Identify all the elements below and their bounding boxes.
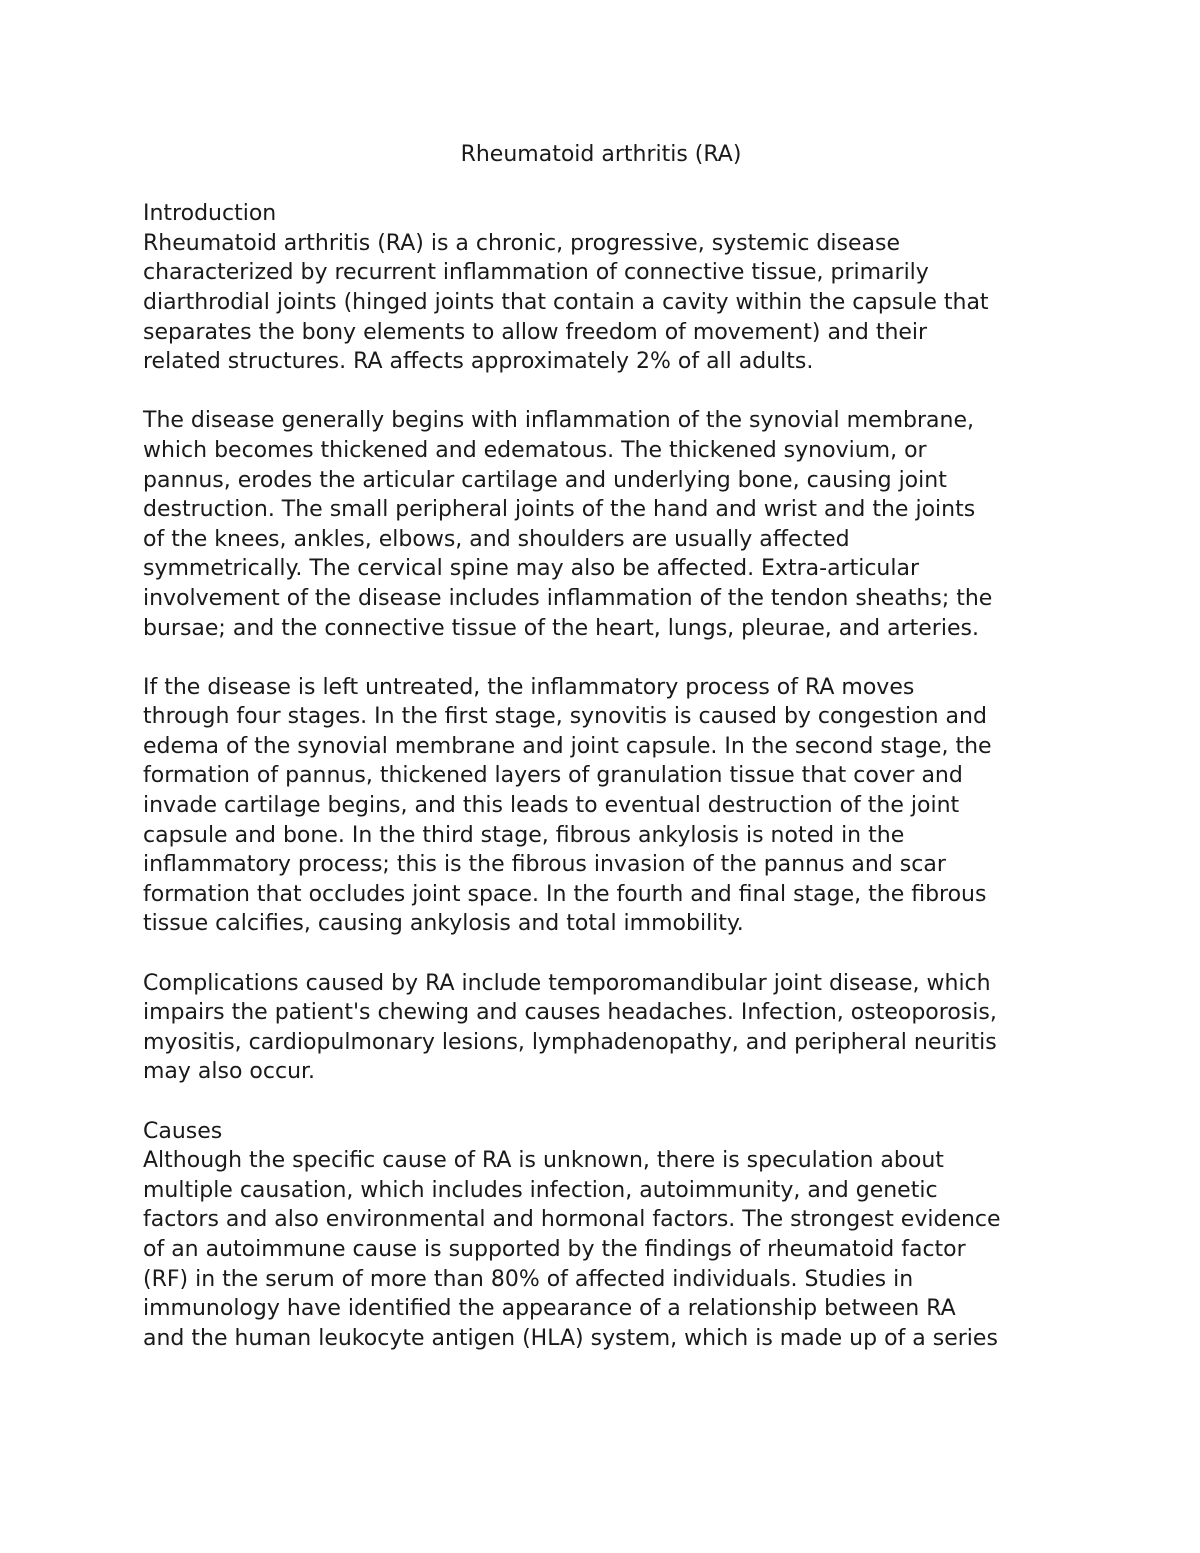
paragraph-line: tissue calcifies, causing ankylosis and total immobility.: [143, 911, 744, 937]
paragraph-line: The disease generally begins with inflammation of the synovial membrane,: [143, 408, 974, 434]
paragraph-line: involvement of the disease includes inflammation of the tendon sheaths; the: [143, 585, 993, 611]
paragraph-line: and the human leukocyte antigen (HLA) system, which is made up of a series: [143, 1325, 998, 1351]
paragraph-line: factors and also environmental and hormonal factors. The strongest evidence: [143, 1207, 1001, 1233]
paragraph-line: Rheumatoid arthritis (RA) is a chronic, progressive, systemic disease: [143, 230, 900, 256]
document-title: Rheumatoid arthritis (RA): [460, 142, 742, 167]
paragraph-line: diarthrodial joints (hinged joints that contain a cavity within the capsule that: [143, 289, 989, 315]
paragraph-line: symmetrically. The cervical spine may also be affected. Extra-articular: [143, 556, 920, 582]
paragraph-line: If the disease is left untreated, the inflammatory process of RA moves: [143, 674, 915, 700]
paragraph-line: may also occur.: [143, 1059, 316, 1085]
paragraph-line: myositis, cardiopulmonary lesions, lymphadenopathy, and peripheral neuritis: [143, 1029, 997, 1055]
stages-paragraph: [143, 673, 1083, 939]
pathophysiology-paragraph: [143, 406, 1083, 643]
paragraph-line: of an autoimmune cause is supported by the findings of rheumatoid factor: [143, 1236, 966, 1262]
document-body: [143, 140, 1083, 1383]
paragraph-line: immunology have identified the appearance of a relationship between RA: [143, 1296, 956, 1322]
paragraph-line: destruction. The small peripheral joints of the hand and wrist and the joints: [143, 497, 976, 523]
paragraph-line: formation that occludes joint space. In the fourth and final stage, the fibrous: [143, 881, 987, 907]
paragraph-line: separates the bony elements to allow freedom of movement) and their: [143, 319, 928, 345]
paragraph-line: capsule and bone. In the third stage, fibrous ankylosis is noted in the: [143, 822, 905, 848]
paragraph-line: characterized by recurrent inflammation of connective tissue, primarily: [143, 260, 929, 286]
paragraph-line: through four stages. In the first stage, synovitis is caused by congestion and: [143, 704, 987, 730]
paragraph-line: of the knees, ankles, elbows, and shoulders are usually affected: [143, 526, 850, 552]
introduction-heading: Introduction: [143, 201, 277, 227]
paragraph-line: bursae; and the connective tissue of the heart, lungs, pleurae, and arteries.: [143, 615, 979, 641]
paragraph-line: Complications caused by RA include temporomandibular joint disease, which: [143, 970, 991, 996]
paragraph-line: invade cartilage begins, and this leads to eventual destruction of the joint: [143, 793, 960, 819]
paragraph-line: pannus, erodes the articular cartilage and underlying bone, causing joint: [143, 467, 947, 493]
paragraph-line: related structures. RA affects approximately 2% of all adults.: [143, 349, 814, 375]
causes-section: [143, 1117, 1083, 1354]
paragraph-line: edema of the synovial membrane and joint capsule. In the second stage, the: [143, 733, 992, 759]
complications-paragraph: [143, 969, 1083, 1087]
paragraph-line: impairs the patient's chewing and causes headaches. Infection, osteoporosis,: [143, 1000, 997, 1026]
paragraph-line: Although the specific cause of RA is unknown, there is speculation about: [143, 1148, 944, 1174]
paragraph-line: inflammatory process; this is the fibrous invasion of the pannus and scar: [143, 852, 946, 878]
introduction-section: [143, 199, 1083, 377]
paragraph-line: which becomes thickened and edematous. The thickened synovium, or: [143, 437, 927, 463]
causes-heading: Causes: [143, 1118, 223, 1144]
paragraph-line: (RF) in the serum of more than 80% of affected individuals. Studies in: [143, 1266, 914, 1292]
paragraph-line: formation of pannus, thickened layers of granulation tissue that cover and: [143, 763, 963, 789]
paragraph-line: multiple causation, which includes infection, autoimmunity, and genetic: [143, 1177, 938, 1203]
